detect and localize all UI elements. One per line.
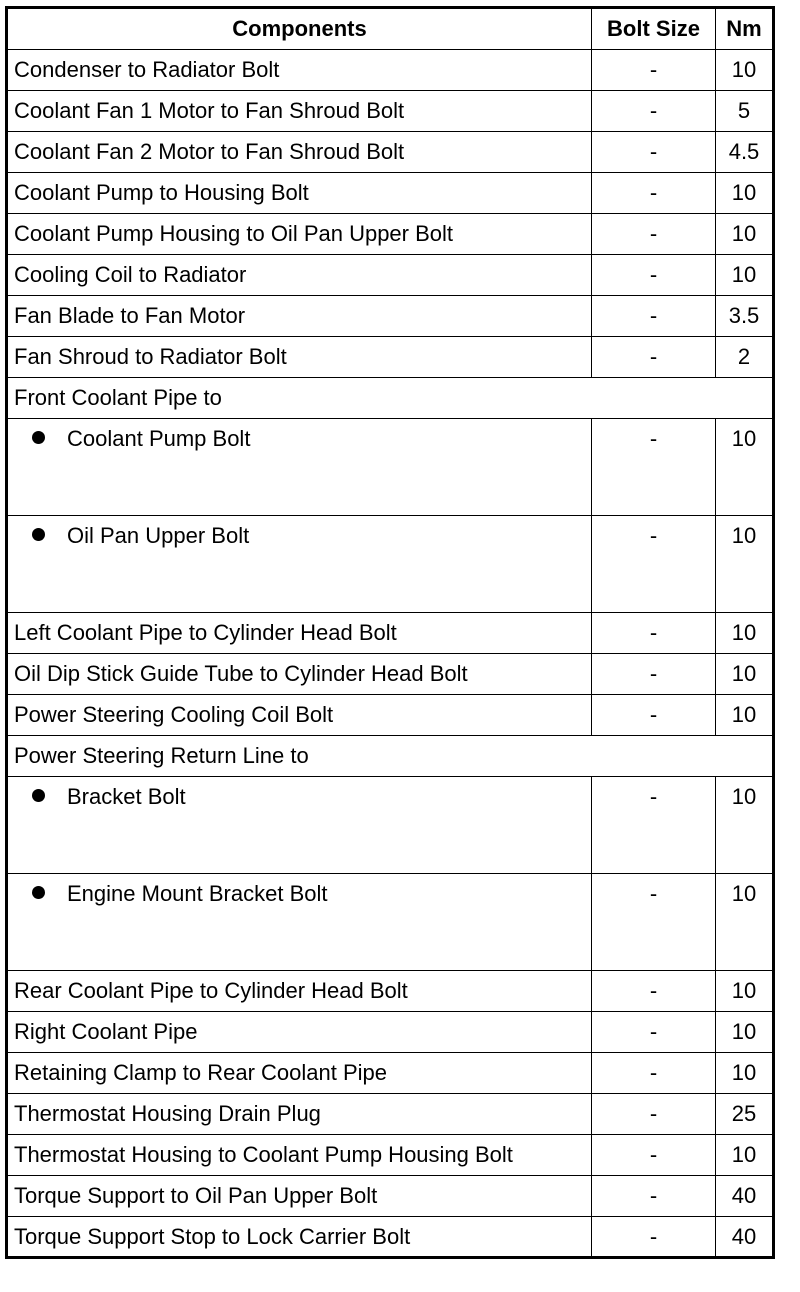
torque-nm-cell: 10 bbox=[716, 971, 774, 1012]
component-label: Bracket Bolt bbox=[67, 784, 186, 809]
table-row bbox=[7, 50, 774, 91]
table-body bbox=[7, 50, 774, 1258]
component-cell: Torque Support to Oil Pan Upper Bolt bbox=[7, 1176, 592, 1217]
table-row bbox=[7, 613, 774, 654]
component-label: Engine Mount Bracket Bolt bbox=[67, 881, 328, 906]
bullet-icon bbox=[32, 789, 45, 802]
torque-nm-cell: 40 bbox=[716, 1176, 774, 1217]
component-label: Coolant Pump Bolt bbox=[67, 426, 251, 451]
component-cell: Right Coolant Pipe bbox=[7, 1012, 592, 1053]
section-heading: Front Coolant Pipe to bbox=[7, 378, 774, 419]
component-cell: Retaining Clamp to Rear Coolant Pipe bbox=[7, 1053, 592, 1094]
bolt-size-cell: - bbox=[592, 874, 716, 971]
bolt-size-cell: - bbox=[592, 50, 716, 91]
bolt-size-cell: - bbox=[592, 132, 716, 173]
component-cell: Rear Coolant Pipe to Cylinder Head Bolt bbox=[7, 971, 592, 1012]
section-row bbox=[7, 378, 774, 419]
bolt-size-cell: - bbox=[592, 214, 716, 255]
bolt-size-cell: - bbox=[592, 777, 716, 874]
torque-nm-cell: 3.5 bbox=[716, 296, 774, 337]
bolt-size-cell: - bbox=[592, 1012, 716, 1053]
bolt-size-cell: - bbox=[592, 173, 716, 214]
table-row bbox=[7, 1217, 774, 1258]
component-cell: Fan Blade to Fan Motor bbox=[7, 296, 592, 337]
torque-nm-cell: 10 bbox=[716, 777, 774, 874]
table-row bbox=[7, 874, 774, 971]
bullet-icon bbox=[32, 431, 45, 444]
bolt-size-cell: - bbox=[592, 1053, 716, 1094]
component-cell bbox=[7, 777, 592, 874]
torque-nm-cell: 40 bbox=[716, 1217, 774, 1258]
table-row bbox=[7, 1012, 774, 1053]
torque-nm-cell: 10 bbox=[716, 50, 774, 91]
component-cell: Torque Support Stop to Lock Carrier Bolt bbox=[7, 1217, 592, 1258]
section-row bbox=[7, 736, 774, 777]
torque-nm-cell: 10 bbox=[716, 1012, 774, 1053]
table-row bbox=[7, 255, 774, 296]
component-cell: Thermostat Housing Drain Plug bbox=[7, 1094, 592, 1135]
component-cell: Cooling Coil to Radiator bbox=[7, 255, 592, 296]
table-row bbox=[7, 337, 774, 378]
column-header-bolt-size: Bolt Size bbox=[592, 8, 716, 50]
component-cell: Condenser to Radiator Bolt bbox=[7, 50, 592, 91]
torque-nm-cell: 10 bbox=[716, 1053, 774, 1094]
component-cell: Coolant Fan 1 Motor to Fan Shroud Bolt bbox=[7, 91, 592, 132]
table-header-row bbox=[7, 8, 774, 50]
bolt-size-cell: - bbox=[592, 971, 716, 1012]
table-row bbox=[7, 132, 774, 173]
torque-nm-cell: 2 bbox=[716, 337, 774, 378]
table-row bbox=[7, 971, 774, 1012]
bolt-size-cell: - bbox=[592, 613, 716, 654]
table-row bbox=[7, 695, 774, 736]
bolt-size-cell: - bbox=[592, 695, 716, 736]
bolt-size-cell: - bbox=[592, 296, 716, 337]
table-row bbox=[7, 777, 774, 874]
bolt-size-cell: - bbox=[592, 1217, 716, 1258]
table-row bbox=[7, 516, 774, 613]
component-cell: Left Coolant Pipe to Cylinder Head Bolt bbox=[7, 613, 592, 654]
bolt-size-cell: - bbox=[592, 1176, 716, 1217]
component-cell bbox=[7, 419, 592, 516]
torque-nm-cell: 10 bbox=[716, 874, 774, 971]
component-label: Oil Pan Upper Bolt bbox=[67, 523, 250, 548]
torque-nm-cell: 5 bbox=[716, 91, 774, 132]
bolt-size-cell: - bbox=[592, 654, 716, 695]
component-cell: Fan Shroud to Radiator Bolt bbox=[7, 337, 592, 378]
table-row bbox=[7, 1094, 774, 1135]
column-header-components: Components bbox=[7, 8, 592, 50]
bolt-size-cell: - bbox=[592, 516, 716, 613]
component-cell: Coolant Pump to Housing Bolt bbox=[7, 173, 592, 214]
torque-nm-cell: 4.5 bbox=[716, 132, 774, 173]
component-cell bbox=[7, 516, 592, 613]
component-cell: Coolant Pump Housing to Oil Pan Upper Bolt bbox=[7, 214, 592, 255]
bolt-size-cell: - bbox=[592, 1135, 716, 1176]
section-heading: Power Steering Return Line to bbox=[7, 736, 774, 777]
torque-nm-cell: 10 bbox=[716, 255, 774, 296]
bolt-size-cell: - bbox=[592, 419, 716, 516]
column-header-nm: Nm bbox=[716, 8, 774, 50]
component-cell: Power Steering Cooling Coil Bolt bbox=[7, 695, 592, 736]
fastener-spec-table bbox=[5, 6, 775, 1259]
component-cell: Coolant Fan 2 Motor to Fan Shroud Bolt bbox=[7, 132, 592, 173]
table-row bbox=[7, 214, 774, 255]
torque-nm-cell: 10 bbox=[716, 695, 774, 736]
torque-nm-cell: 10 bbox=[716, 1135, 774, 1176]
table-row bbox=[7, 173, 774, 214]
torque-nm-cell: 25 bbox=[716, 1094, 774, 1135]
table-row bbox=[7, 1053, 774, 1094]
torque-nm-cell: 10 bbox=[716, 419, 774, 516]
component-cell: Thermostat Housing to Coolant Pump Housing Bolt bbox=[7, 1135, 592, 1176]
table-row bbox=[7, 1176, 774, 1217]
bolt-size-cell: - bbox=[592, 1094, 716, 1135]
torque-nm-cell: 10 bbox=[716, 173, 774, 214]
table-row bbox=[7, 1135, 774, 1176]
bolt-size-cell: - bbox=[592, 91, 716, 132]
component-cell bbox=[7, 874, 592, 971]
bolt-size-cell: - bbox=[592, 337, 716, 378]
table-row bbox=[7, 91, 774, 132]
torque-nm-cell: 10 bbox=[716, 214, 774, 255]
table-row bbox=[7, 654, 774, 695]
torque-nm-cell: 10 bbox=[716, 654, 774, 695]
component-cell: Oil Dip Stick Guide Tube to Cylinder Head Bolt bbox=[7, 654, 592, 695]
bolt-size-cell: - bbox=[592, 255, 716, 296]
torque-nm-cell: 10 bbox=[716, 516, 774, 613]
torque-nm-cell: 10 bbox=[716, 613, 774, 654]
table-row bbox=[7, 419, 774, 516]
bullet-icon bbox=[32, 886, 45, 899]
table-row bbox=[7, 296, 774, 337]
bullet-icon bbox=[32, 528, 45, 541]
